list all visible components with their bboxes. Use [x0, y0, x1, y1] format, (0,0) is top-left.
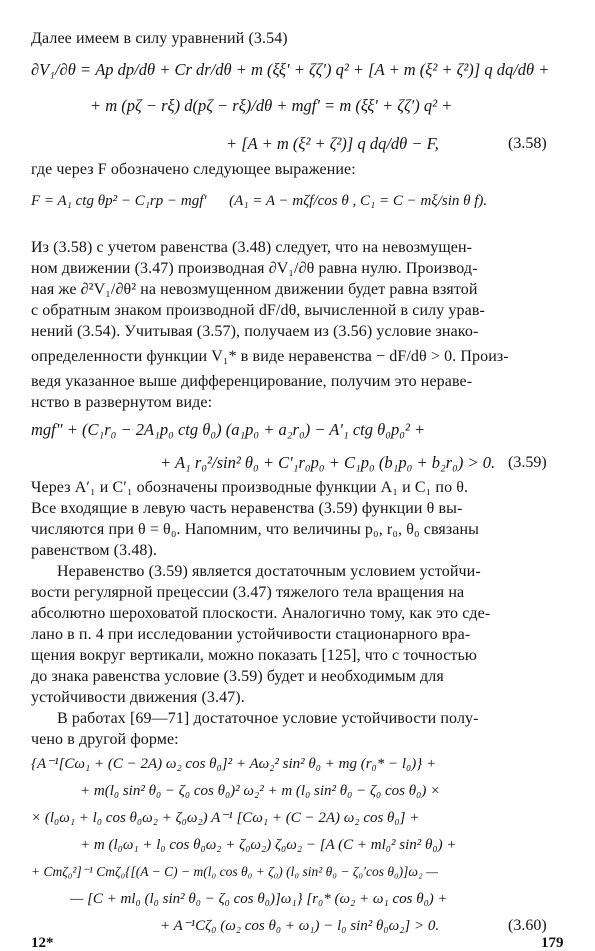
signature-mark: 12*	[31, 935, 54, 951]
text-line: лано в п. 4 при исследовании устойчивости стационарного вра-	[31, 626, 471, 643]
text-line: числяются при θ = θ₀. Напомним, что величины p₀, r₀, θ₀ связаны	[31, 521, 480, 538]
equation-line: × (l₀ω₁ + l₀ cos θ₀ω₂ + ζ₀ω₂) A⁻¹ [Cω₁ + (C − 2A) ω₂ cos θ₀] +	[31, 810, 420, 826]
equation-line: + m(l₀ sin² θ₀ − ζ₀ cos θ₀)² ω₂² + m (l₀ sin² θ₀ − ζ₀ cos θ₀) ×	[80, 783, 441, 799]
text-line: ведя указанное выше дифференцирование, получим это нераве-	[31, 373, 473, 390]
equation-line: + m (pζ − rξ) d(pζ − rξ)/dθ + mgf′ = m (ξξ′ + ζζ′) q² +	[90, 96, 453, 115]
text-line: щения вокруг вертикали, можно показать [125], что с точностью	[31, 647, 477, 664]
equation-line: + [A + m (ξ² + ζ²)] q dq/dθ − F,	[226, 134, 439, 153]
text-line: нений (3.54). Учитывая (3.57), получаем из (3.56) условие знако-	[31, 323, 479, 340]
equation-line: — [C + ml₀ (l₀ sin² θ₀ − ζ₀ cos θ₀)]ω₁} [r₀* (ω₂ + ω₁ cos θ₀) +	[70, 891, 448, 907]
text-line: где через F обозначено следующее выражение:	[31, 161, 356, 178]
equation-line: mgf″ + (C₁r₀ − 2A₁p₀ ctg θ₀) (a₁p₀ + a₂r₀) − A′₁ ctg θ₀p₀² +	[31, 420, 426, 439]
equation-line: + A₁ r₀²/sin² θ₀ + C′₁r₀p₀ + C₁p₀ (b₁p₀ + b₂r₀) > 0.	[160, 453, 496, 472]
equation-number: (3.59)	[508, 454, 547, 471]
text-line: до знака равенства условие (3.59) будет и необходимым для	[31, 668, 444, 685]
text-line: Далее имеем в силу уравнений (3.54)	[31, 30, 288, 47]
equation-line: ∂V₁/∂θ = Ap dp/dθ + Cr dr/dθ + m (ξξ′ + ζζ′) q² + [A + m (ξ² + ζ²)] q dq/dθ +	[31, 60, 550, 79]
equation-number: (3.60)	[508, 917, 547, 934]
text-line: чено в другой форме:	[31, 731, 179, 748]
text-line: определенности функции V₁* в виде неравенства − dF/dθ > 0. Произ-	[31, 348, 509, 365]
equation-line: F = A₁ ctg θp² − C₁rp − mgf′ (A₁ = A − mζf/cos θ , C₁ = C − mξ/sin θ f).	[31, 193, 488, 209]
text-line: В работах [69—71] достаточное условие устойчивости полу-	[57, 710, 479, 727]
text-line: нство в развернутом виде:	[31, 394, 213, 411]
text-line: Неравенство (3.59) является достаточным условием устойчи-	[57, 563, 481, 580]
text-line: с обратным знаком производной dF/dθ, вычисленной в силу урав-	[31, 302, 485, 319]
page-number: 179	[541, 935, 564, 951]
text-line: равенством (3.48).	[31, 542, 158, 559]
equation-line: + m (l₀ω₁ + l₀ cos θ₀ω₂ + ζ₀ω₂) ζ₀ω₂ − [A (C + ml₀² sin² θ₀) +	[80, 837, 457, 853]
text-line: Все входящие в левую часть неравенства (3.59) функции θ вы-	[31, 500, 463, 517]
text-line: абсолютно шероховатой плоскости. Аналогично тому, как это сде-	[31, 605, 491, 622]
equation-line: {A⁻¹[Cω₁ + (C − 2A) ω₂ cos θ₀]² + Aω₂² sin² θ₀ + mg (r₀* − l₀)} +	[31, 756, 437, 772]
text-line: вости регулярной прецессии (3.47) тяжелого тела вращения на	[31, 584, 465, 601]
text-line: Через A′₁ и C′₁ обозначены производные функции A₁ и C₁ по θ.	[31, 479, 469, 496]
equation-number: (3.58)	[508, 135, 547, 152]
text-line: ном движении (3.47) производная ∂V₁/∂θ равна нулю. Производ-	[31, 260, 478, 277]
text-line: Из (3.58) с учетом равенства (3.48) следует, что на невозмущен-	[31, 239, 473, 256]
equation-line: + A⁻¹Cζ₀ (ω₂ cos θ₀ + ω₁) − l₀ sin² θ₀ω₂] > 0.	[160, 918, 440, 934]
text-line: ная же ∂²V₁/∂θ² на невозмущенном движении будет равна взятой	[31, 281, 478, 298]
text-line: устойчивости движения (3.47).	[31, 689, 245, 706]
equation-line: + Cmζ₀²]⁻¹ Cmζ₀{[(A − C) − m(l₀ cos θ₀ + ζ₀) (l₀ sin² θ₀ − ζ₀′cos θ₀)]ω₂ —	[31, 864, 439, 879]
